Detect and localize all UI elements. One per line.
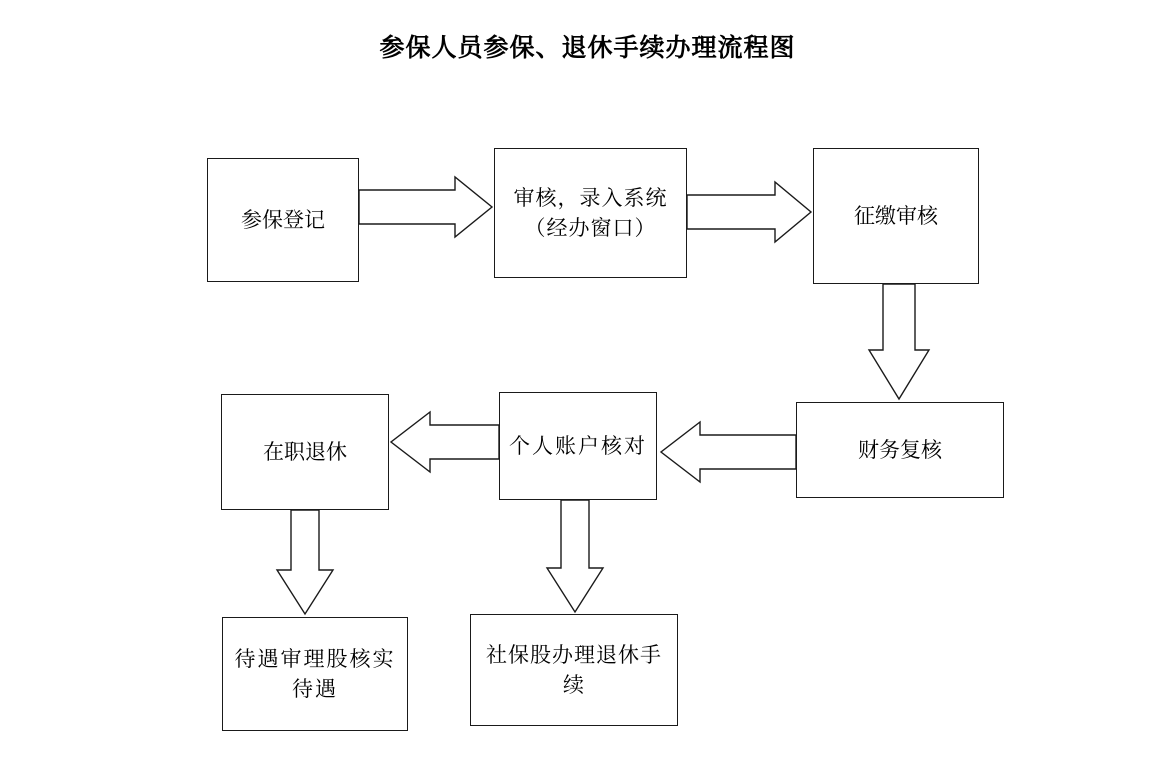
node-social-office[interactable] [470,614,678,726]
arrow-review-to-collect [687,182,811,242]
node-collect-audit-label: 征缴审核 [854,203,938,228]
node-review-entry[interactable] [494,148,687,278]
node-benefit[interactable] [222,617,408,731]
arrow-finance-to-account [661,422,796,482]
node-retire-label: 在职退休 [263,439,347,464]
node-finance-label: 财务复核 [858,437,942,462]
arrow-collect-to-finance [869,284,929,399]
node-account-check-label: 个人账户核对 [509,433,647,458]
node-account-check[interactable] [499,392,657,500]
node-finance[interactable] [796,402,1004,498]
node-benefit-label: 待遇审理股核实待遇 [234,646,396,701]
arrow-retire-to-benefit [277,510,333,614]
node-collect-audit[interactable] [813,148,979,284]
arrow-register-to-review [359,177,492,237]
arrow-account-to-social [547,500,603,612]
node-review-entry-label: 审核，录入系统（经办窗口） [513,185,668,240]
node-social-office-label: 社保股办理退休手续 [486,642,662,697]
arrow-account-to-retire [391,412,499,472]
node-register[interactable] [207,158,359,282]
node-retire[interactable] [221,394,389,510]
node-register-label: 参保登记 [241,207,325,232]
page-title: 参保人员参保、退休手续办理流程图 [379,34,796,62]
